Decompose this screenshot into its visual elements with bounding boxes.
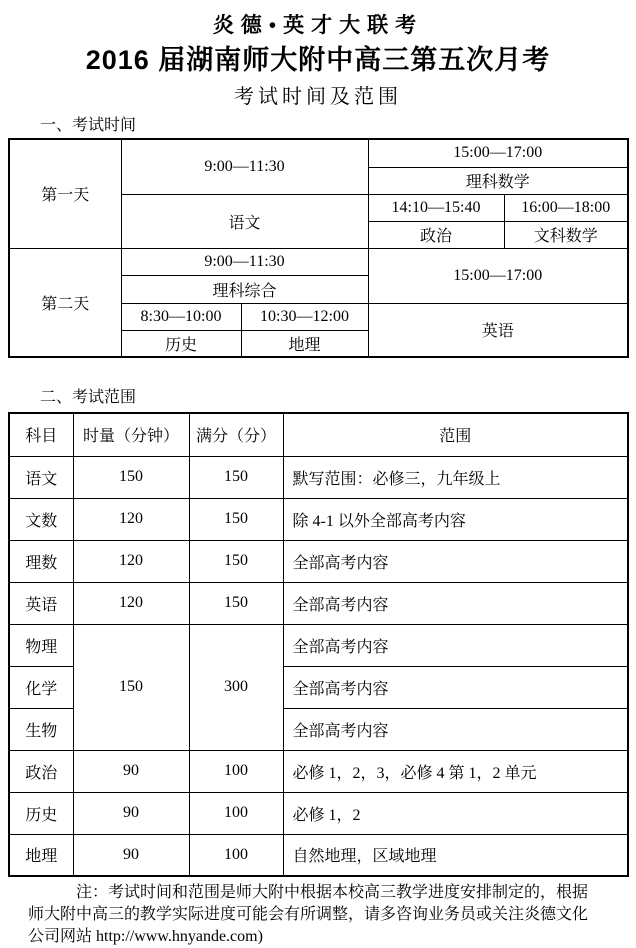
header-row: [9, 413, 628, 456]
brand-title: 炎德•英才大联考: [212, 13, 424, 37]
table-row: [9, 834, 628, 876]
range-cell: 全部高考内容: [283, 540, 628, 582]
range-cell: 必修 1，2，3，必修 4 第 1，2 单元: [283, 750, 628, 792]
range-cell: 必修 1，2: [283, 792, 628, 834]
day2-am-slot3-time-cell: 10:30—12:00: [241, 303, 368, 330]
day2-pm-time-cell: 15:00—17:00: [368, 248, 628, 303]
range-cell: 除 4-1 以外全部高考内容: [283, 498, 628, 540]
score-cell: 150: [189, 540, 283, 582]
table-row: [9, 139, 628, 167]
day1-pm-slot2-subject-cell: 政治: [368, 221, 504, 248]
day1-pm-slot3-subject-cell: 文科数学: [504, 221, 628, 248]
day1-pm-slot2-time-cell: 14:10—15:40: [368, 194, 504, 221]
exam-scope-table: [8, 412, 629, 877]
table-row: [9, 624, 628, 666]
subject-cell: 地理: [9, 834, 73, 876]
duration-cell: 90: [73, 792, 189, 834]
score-cell: 150: [189, 456, 283, 498]
day1-morning-subject-cell: 语文: [121, 194, 368, 248]
table-row: [9, 540, 628, 582]
exam-title: 2016 届湖南师大附中高三第五次月考: [85, 45, 551, 75]
subject-cell: 化学: [9, 666, 73, 708]
score-cell: 100: [189, 792, 283, 834]
note-line: 师大附中高三的教学实际进度可能会有所调整，请多咨询业务员或关注炎德文化: [28, 906, 589, 923]
duration-cell: 150: [73, 624, 189, 750]
footer-note: [28, 882, 628, 948]
subject-cell: 理数: [9, 540, 73, 582]
table-row: [9, 248, 628, 275]
range-cell: 全部高考内容: [283, 582, 628, 624]
duration-cell: 150: [73, 456, 189, 498]
subject-cell: 语文: [9, 456, 73, 498]
section-1-label: 一、考试时间: [40, 117, 137, 134]
exam-subtitle: 考试时间及范围: [234, 86, 402, 108]
day1-pm-slot1-subject-cell: 理科数学: [368, 167, 628, 194]
subject-cell: 英语: [9, 582, 73, 624]
range-cell: 全部高考内容: [283, 666, 628, 708]
subject-cell: 文数: [9, 498, 73, 540]
section-2-label: 二、考试范围: [40, 389, 137, 406]
note-line: 注：考试时间和范围是师大附中根据本校高三教学进度安排制定的，根据: [76, 884, 589, 901]
col-header-duration: 时量（分钟）: [73, 413, 189, 456]
subject-cell: 历史: [9, 792, 73, 834]
day1-pm-slot3-time-cell: 16:00—18:00: [504, 194, 628, 221]
score-cell: 100: [189, 834, 283, 876]
duration-cell: 90: [73, 750, 189, 792]
note-line: 公司网站 http://www.hnyande.com): [28, 928, 263, 945]
range-cell: 自然地理，区域地理: [283, 834, 628, 876]
duration-cell: 120: [73, 540, 189, 582]
day1-pm-slot1-time-cell: 15:00—17:00: [368, 139, 628, 167]
day2-label-cell: 第二天: [9, 248, 121, 357]
duration-cell: 120: [73, 582, 189, 624]
score-cell: 300: [189, 624, 283, 750]
range-cell: 全部高考内容: [283, 624, 628, 666]
exam-time-table: [8, 138, 629, 358]
score-cell: 150: [189, 498, 283, 540]
subject-cell: 生物: [9, 708, 73, 750]
table-row: [9, 750, 628, 792]
col-header-score: 满分（分）: [189, 413, 283, 456]
day2-am-slot1-time-cell: 9:00—11:30: [121, 248, 368, 275]
day2-am-slot1-subject-cell: 理科综合: [121, 275, 368, 303]
day2-am-slot3-subject-cell: 地理: [241, 330, 368, 357]
subject-cell: 物理: [9, 624, 73, 666]
subject-cell: 政治: [9, 750, 73, 792]
day2-pm-subject-cell: 英语: [368, 303, 628, 357]
range-cell: 全部高考内容: [283, 708, 628, 750]
score-cell: 100: [189, 750, 283, 792]
duration-cell: 120: [73, 498, 189, 540]
day2-am-slot2-subject-cell: 历史: [121, 330, 241, 357]
table-row: [9, 456, 628, 498]
table-row: [9, 498, 628, 540]
col-header-subject: 科目: [9, 413, 73, 456]
col-header-range: 范围: [283, 413, 628, 456]
day1-morning-time-cell: 9:00—11:30: [121, 139, 368, 194]
table-row: [9, 582, 628, 624]
range-cell: 默写范围：必修三，九年级上: [283, 456, 628, 498]
score-cell: 150: [189, 582, 283, 624]
table-row: [9, 792, 628, 834]
duration-cell: 90: [73, 834, 189, 876]
day2-am-slot2-time-cell: 8:30—10:00: [121, 303, 241, 330]
day1-label-cell: 第一天: [9, 139, 121, 248]
